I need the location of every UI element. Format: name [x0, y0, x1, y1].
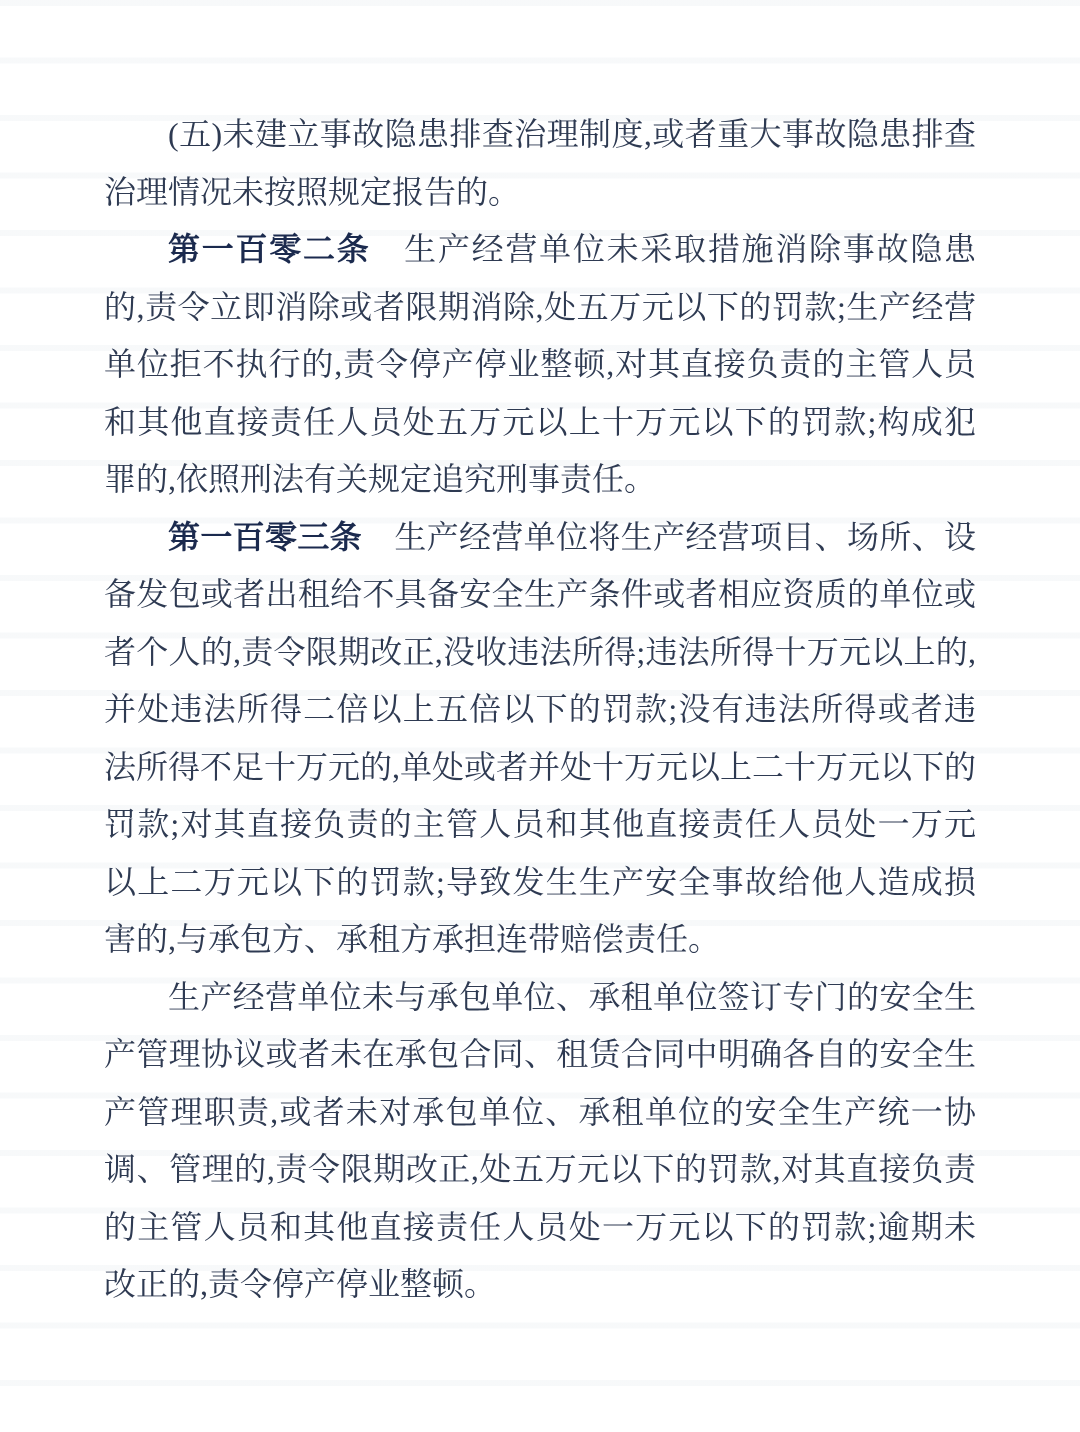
paragraph: [104, 969, 976, 1314]
paragraph: [104, 509, 976, 969]
paragraph-text: (五)未建立事故隐患排查治理制度,或者重大事故隐患排查治理情况未按照规定报告的。: [104, 116, 976, 210]
article-number: 第一百零二条: [168, 231, 371, 267]
paragraph: [104, 106, 976, 221]
paragraph-text: 生产经营单位未与承包单位、承租单位签订专门的安全生产管理协议或者未在承包合同、租赁合同中明确各自的安全生产管理职责,或者未对承包单位、承租单位的安全生产统一协调、管理的,责令限期改正,处五万元以下的罚款,对其直接负责的主管人员和其他直接责任人员处一万元以下的罚款;逾期未改正的,责令停产停业整顿。: [104, 978, 976, 1302]
paragraph-text: 生产经营单位未采取措施消除事故隐患的,责令立即消除或者限期消除,处五万元以下的罚款;生产经营单位拒不执行的,责令停产停业整顿,对其直接负责的主管人员和其他直接责任人员处五万元以上十万元以下的罚款;构成犯罪的,依照刑法有关规定追究刑事责任。: [104, 231, 976, 497]
document-body: [104, 106, 976, 1314]
paragraph-text: 生产经营单位将生产经营项目、场所、设备发包或者出租给不具备安全生产条件或者相应资质的单位或者个人的,责令限期改正,没收违法所得;违法所得十万元以上的,并处违法所得二倍以上五倍以下的罚款;没有违法所得或者违法所得不足十万元的,单处或者并处十万元以上二十万元以下的罚款;对其直接负责的主管人员和其他直接责任人员处一万元以上二万元以下的罚款;导致发生生产安全事故给他人造成损害的,与承包方、承租方承担连带赔偿责任。: [104, 518, 977, 957]
paragraph: [104, 221, 976, 509]
article-number: 第一百零三条: [168, 518, 362, 555]
